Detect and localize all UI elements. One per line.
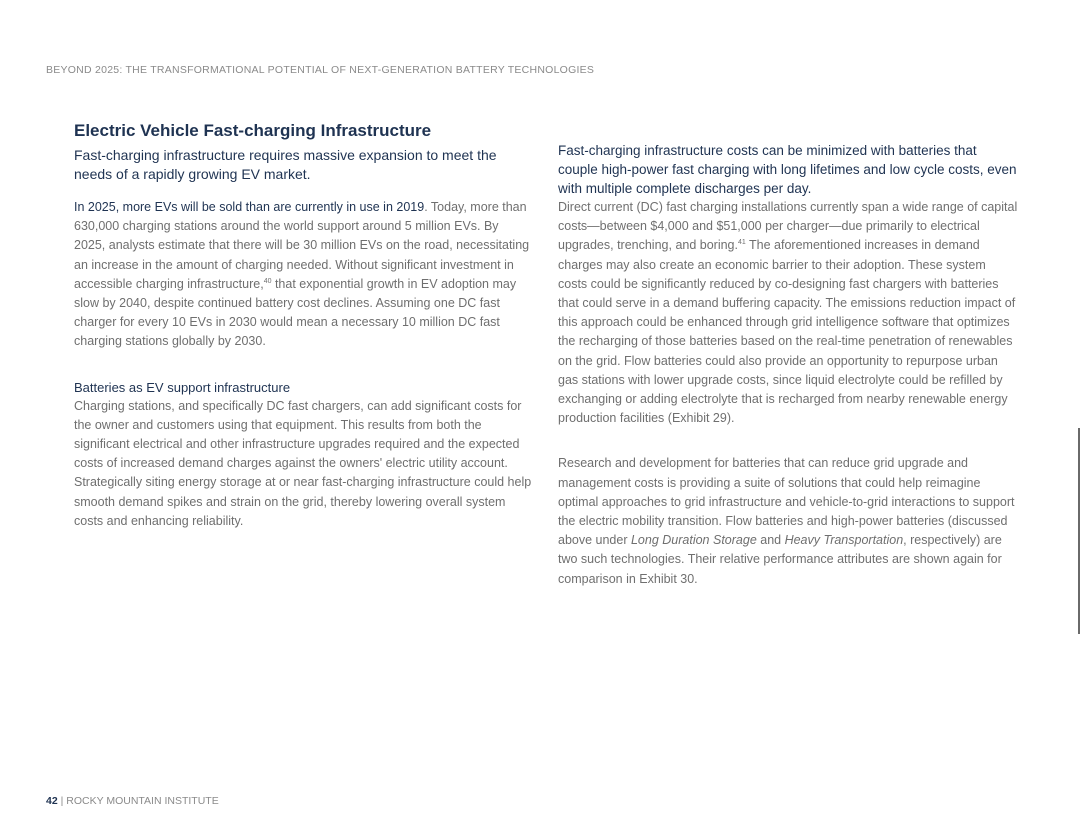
right-column (558, 141, 1018, 589)
paragraph-dc-costs (558, 198, 1018, 428)
footnote-ref[interactable]: 40 (263, 277, 272, 285)
page-footer (46, 795, 219, 807)
emphasis-term: Heavy Transportation (784, 533, 904, 548)
paragraph-text: and (756, 533, 785, 548)
paragraph-research (558, 454, 1018, 588)
paragraph-text: . Today, more than 630,000 charging stations around the world support around 5 million EVs. By 2025, analysts estimate that there will be 30 million EVs on the road, necessitating an increase in the amount of charging needed. Without significant investment in accessible charging infrastructure, (74, 200, 530, 291)
paragraph-text: Research and development for batteries that can reduce grid upgrade and management costs is providing a suite of solutions that could help reimagine optimal approaches to grid infrastructure and vehicle-to-grid interactions to support the electric mobility transition. Flow batteries and high-power batteries (discussed above under (558, 456, 1015, 548)
left-column (74, 120, 532, 531)
footer-separator: | (57, 795, 67, 807)
paragraph-text: Direct current (DC) fast charging installations currently span a wide range of capital costs—between $4,000 and $51,000 per charger—due primarily to electrical upgrades, trenching, and boring. (558, 200, 1018, 253)
callout-lead: Fast-charging infrastructure costs can be minimized with batteries that couple high-power fast charging with long lifetimes and low cycle costs, even with multiple complete discharges per day. (558, 143, 1017, 196)
paragraph-lead: In 2025, more EVs will be sold than are currently in use in 2019 (74, 200, 425, 214)
section-title: Electric Vehicle Fast-charging Infrastructure (74, 121, 432, 140)
emphasis-term: Long Duration Storage (630, 533, 757, 548)
paragraph-ev-growth (74, 198, 532, 352)
paragraph-text: that exponential growth in EV adoption may slow by 2040, despite continued battery cost declines. Assuming one DC fast charger for every 10 EVs in 2030 would mean a necessary 10 million DC fast charging stations globally by 2030. (74, 276, 517, 349)
page-number: 42 (46, 795, 58, 807)
paragraph-text: , respectively) are two such technologies. Their relative performance attributes are shown again for comparison in Exhibit 30. (558, 533, 1002, 586)
paragraph-text: The aforementioned increases in demand charges may also create an economic barrier to their adoption. These system costs could be significantly reduced by co-designing fast chargers with batteries that could serve in a demand buffering capacity. The emissions reduction impact of this approach could be enhanced through grid intelligence software that optimizes the recharging of those batteries based on the real-time penetration of renewables on the grid. Flow batteries could also provide an opportunity to repurpose urban gas stations with lower upgrade costs, since liquid electrolyte could be refilled by exchanging or adding electrolyte that is recharged from nearby renewable energy production facilities (Exhibit 29). (558, 238, 1016, 426)
running-header: BEYOND 2025: THE TRANSFORMATIONAL POTENTIAL OF NEXT-GENERATION BATTERY TECHNOLOGIES (46, 64, 595, 76)
section-subtitle: Fast-charging infrastructure requires massive expansion to meet the needs of a rapidly growing EV market. (74, 147, 497, 182)
paragraph-support-infra: Charging stations, and specifically DC fast chargers, can add significant costs for the owner and customers using that equipment. This results from both the significant electrical and other infrastructure upgrades required and the expected costs of increased demand charges against the owners' electric utility account. Strategically siting energy storage at or near fast-charging infrastructure could help smooth demand spikes and strain on the grid, thereby lowering overall system costs and enhancing reliability. (74, 398, 532, 528)
subheading: Batteries as EV support infrastructure (74, 379, 291, 395)
footer-org: ROCKY MOUNTAIN INSTITUTE (66, 795, 219, 807)
footnote-ref[interactable]: 41 (738, 239, 746, 247)
